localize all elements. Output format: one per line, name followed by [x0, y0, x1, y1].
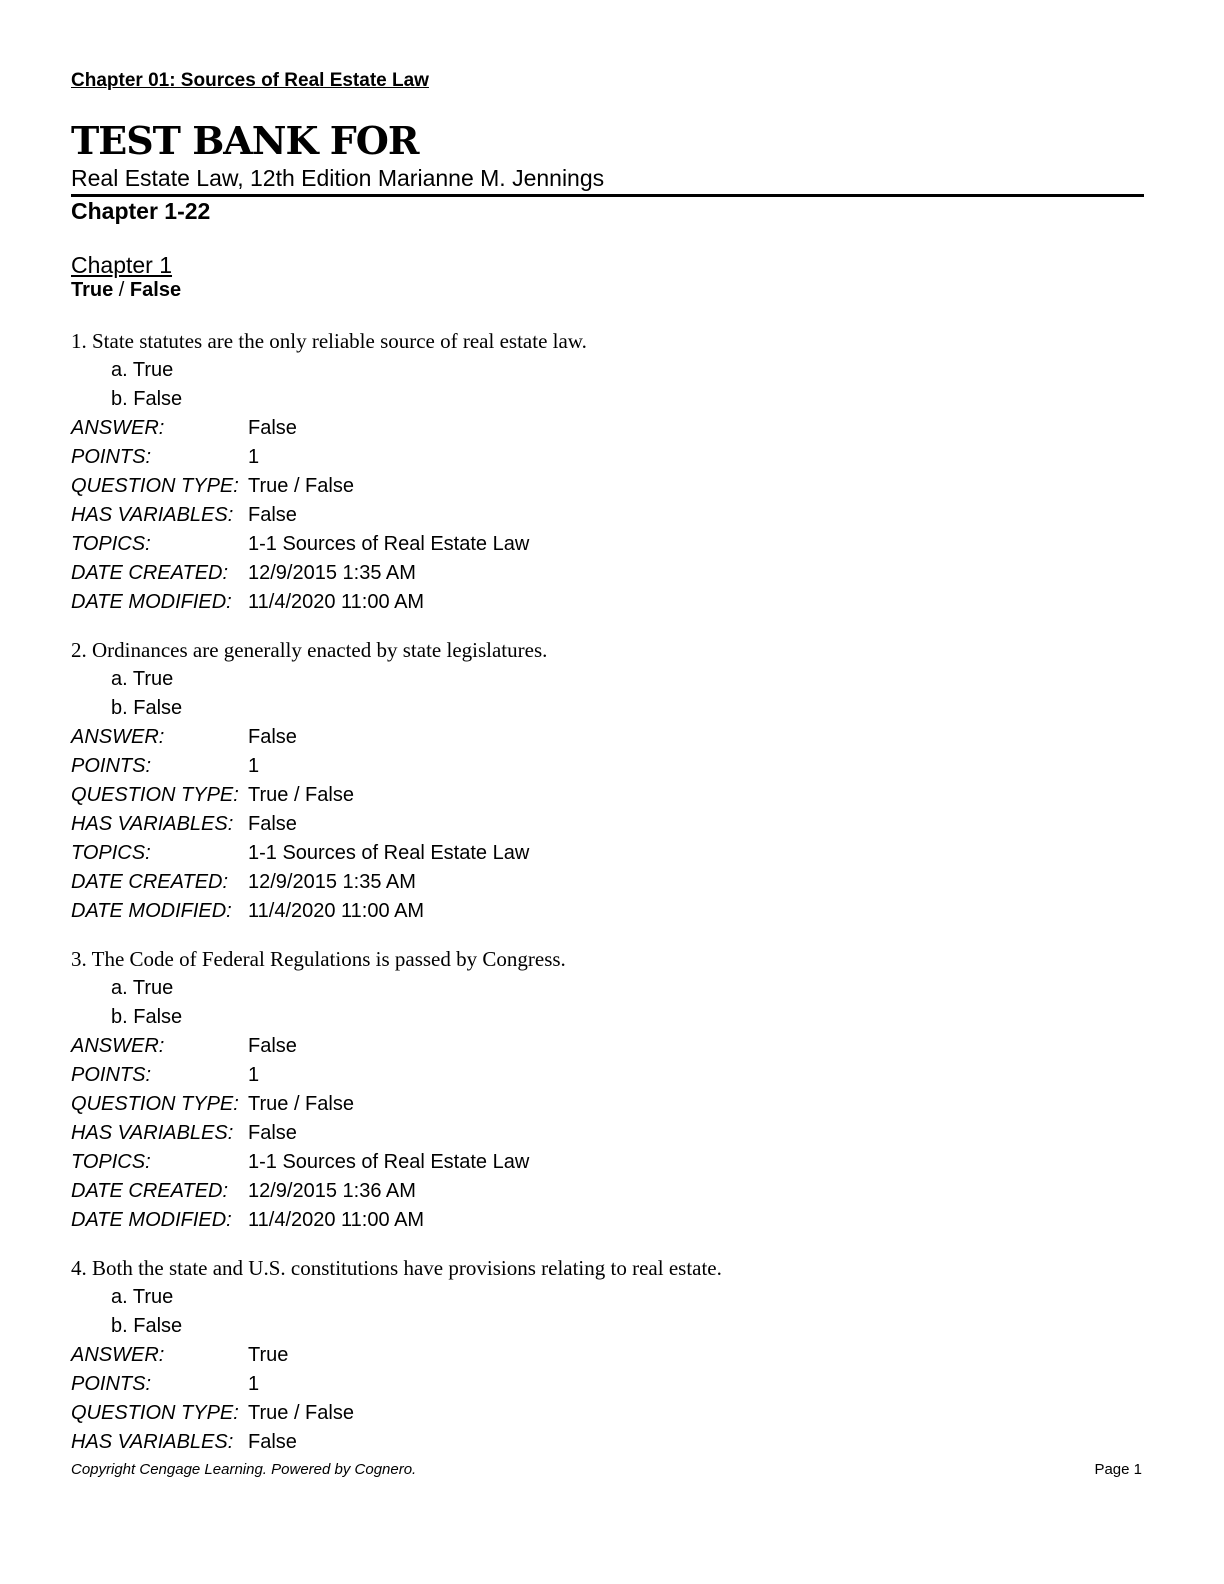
main-title: TEST BANK FOR — [71, 118, 419, 163]
answer-row — [71, 414, 1144, 443]
book-subtitle: Real Estate Law, 12th Edition Marianne M. Jennings — [71, 165, 605, 191]
answer-row — [71, 1341, 1144, 1370]
has-variables-row — [71, 1119, 1144, 1148]
question-stem: 3. The Code of Federal Regulations is passed by Congress. — [71, 947, 566, 971]
points-value: 1 — [248, 1064, 260, 1086]
topics-value: 1-1 Sources of Real Estate Law — [248, 1151, 530, 1173]
date-modified-value: 11/4/2020 11:00 AM — [248, 1209, 425, 1231]
meta-label: TOPICS: — [71, 1151, 151, 1173]
points-row — [71, 752, 1144, 781]
date-modified-row — [71, 1206, 1144, 1235]
question-type-row — [71, 781, 1144, 810]
date-modified-value: 11/4/2020 11:00 AM — [248, 900, 425, 922]
has-variables-row — [71, 1428, 1144, 1457]
choice-a: a. True — [111, 668, 174, 690]
date-created-row — [71, 559, 1144, 588]
topics-value: 1-1 Sources of Real Estate Law — [248, 842, 530, 864]
meta-label: QUESTION TYPE: — [71, 784, 239, 806]
date-created-value: 12/9/2015 1:36 AM — [248, 1180, 416, 1202]
meta-label: DATE MODIFIED: — [71, 900, 232, 922]
answer-value: True — [248, 1344, 289, 1366]
type-separator: / — [113, 279, 130, 301]
has-variables-value: False — [248, 813, 297, 835]
question-type-row — [71, 472, 1144, 501]
question-type-heading — [71, 279, 181, 302]
has-variables-row — [71, 501, 1144, 530]
points-value: 1 — [248, 446, 260, 468]
choice-b: b. False — [111, 1006, 183, 1028]
question-stem: 2. Ordinances are generally enacted by state legislatures. — [71, 638, 548, 662]
question-type-value: True / False — [248, 475, 354, 497]
choice-b: b. False — [111, 697, 183, 719]
meta-label: QUESTION TYPE: — [71, 1402, 239, 1424]
has-variables-value: False — [248, 1431, 297, 1453]
meta-label: ANSWER: — [71, 417, 165, 439]
meta-label: DATE CREATED: — [71, 1180, 229, 1202]
meta-label: DATE MODIFIED: — [71, 591, 232, 613]
question-type-row — [71, 1090, 1144, 1119]
meta-label: POINTS: — [71, 1373, 152, 1395]
type-false: False — [129, 279, 182, 301]
meta-label: DATE CREATED: — [71, 562, 229, 584]
points-row — [71, 1370, 1144, 1399]
footer-page-number: Page 1 — [1094, 1461, 1142, 1478]
meta-label: POINTS: — [71, 1064, 152, 1086]
footer-copyright: Copyright Cengage Learning. Powered by Cognero. — [71, 1461, 417, 1478]
question-item — [71, 945, 1144, 1254]
date-created-row — [71, 1177, 1144, 1206]
date-created-value: 12/9/2015 1:35 AM — [248, 562, 416, 584]
meta-label: HAS VARIABLES: — [71, 504, 234, 526]
question-item — [71, 327, 1144, 636]
chapter-header: Chapter 01: Sources of Real Estate Law — [71, 70, 429, 91]
meta-label: ANSWER: — [71, 1344, 165, 1366]
topics-row — [71, 1148, 1144, 1177]
meta-label: HAS VARIABLES: — [71, 1122, 234, 1144]
meta-label: QUESTION TYPE: — [71, 1093, 239, 1115]
points-row — [71, 1061, 1144, 1090]
date-modified-value: 11/4/2020 11:00 AM — [248, 591, 425, 613]
answer-row — [71, 1032, 1144, 1061]
question-item — [71, 1254, 1144, 1563]
meta-label: DATE MODIFIED: — [71, 1209, 232, 1231]
meta-label: POINTS: — [71, 446, 152, 468]
choice-a: a. True — [111, 977, 174, 999]
has-variables-value: False — [248, 1122, 297, 1144]
meta-label: QUESTION TYPE: — [71, 475, 239, 497]
title-divider — [71, 194, 1144, 197]
choice-b: b. False — [111, 388, 183, 410]
answer-value: False — [248, 726, 297, 748]
meta-label: ANSWER: — [71, 1035, 165, 1057]
date-created-value: 12/9/2015 1:35 AM — [248, 871, 416, 893]
question-type-row — [71, 1399, 1144, 1428]
has-variables-value: False — [248, 504, 297, 526]
answer-row — [71, 723, 1144, 752]
question-type-value: True / False — [248, 1093, 354, 1115]
chapter-range: Chapter 1-22 — [71, 198, 211, 224]
points-value: 1 — [248, 1373, 260, 1395]
topics-value: 1-1 Sources of Real Estate Law — [248, 533, 530, 555]
chapter-label: Chapter 1 — [71, 252, 173, 278]
meta-label: TOPICS: — [71, 842, 151, 864]
meta-label: HAS VARIABLES: — [71, 813, 234, 835]
question-item — [71, 636, 1144, 945]
question-list — [71, 327, 1144, 1563]
question-type-value: True / False — [248, 784, 354, 806]
points-value: 1 — [248, 755, 260, 777]
choice-a: a. True — [111, 359, 174, 381]
meta-label: DATE CREATED: — [71, 871, 229, 893]
question-stem: 4. Both the state and U.S. constitutions have provisions relating to real estate. — [71, 1256, 722, 1280]
topics-row — [71, 530, 1144, 559]
date-modified-row — [71, 897, 1144, 926]
has-variables-row — [71, 810, 1144, 839]
date-modified-row — [71, 588, 1144, 617]
answer-value: False — [248, 1035, 297, 1057]
meta-label: ANSWER: — [71, 726, 165, 748]
points-row — [71, 443, 1144, 472]
question-type-value: True / False — [248, 1402, 354, 1424]
meta-label: POINTS: — [71, 755, 152, 777]
question-stem: 1. State statutes are the only reliable source of real estate law. — [71, 329, 587, 353]
choice-a: a. True — [111, 1286, 174, 1308]
date-created-row — [71, 868, 1144, 897]
type-true: True — [71, 279, 114, 301]
answer-value: False — [248, 417, 297, 439]
meta-label: TOPICS: — [71, 533, 151, 555]
meta-label: HAS VARIABLES: — [71, 1431, 234, 1453]
topics-row — [71, 839, 1144, 868]
choice-b: b. False — [111, 1315, 183, 1337]
